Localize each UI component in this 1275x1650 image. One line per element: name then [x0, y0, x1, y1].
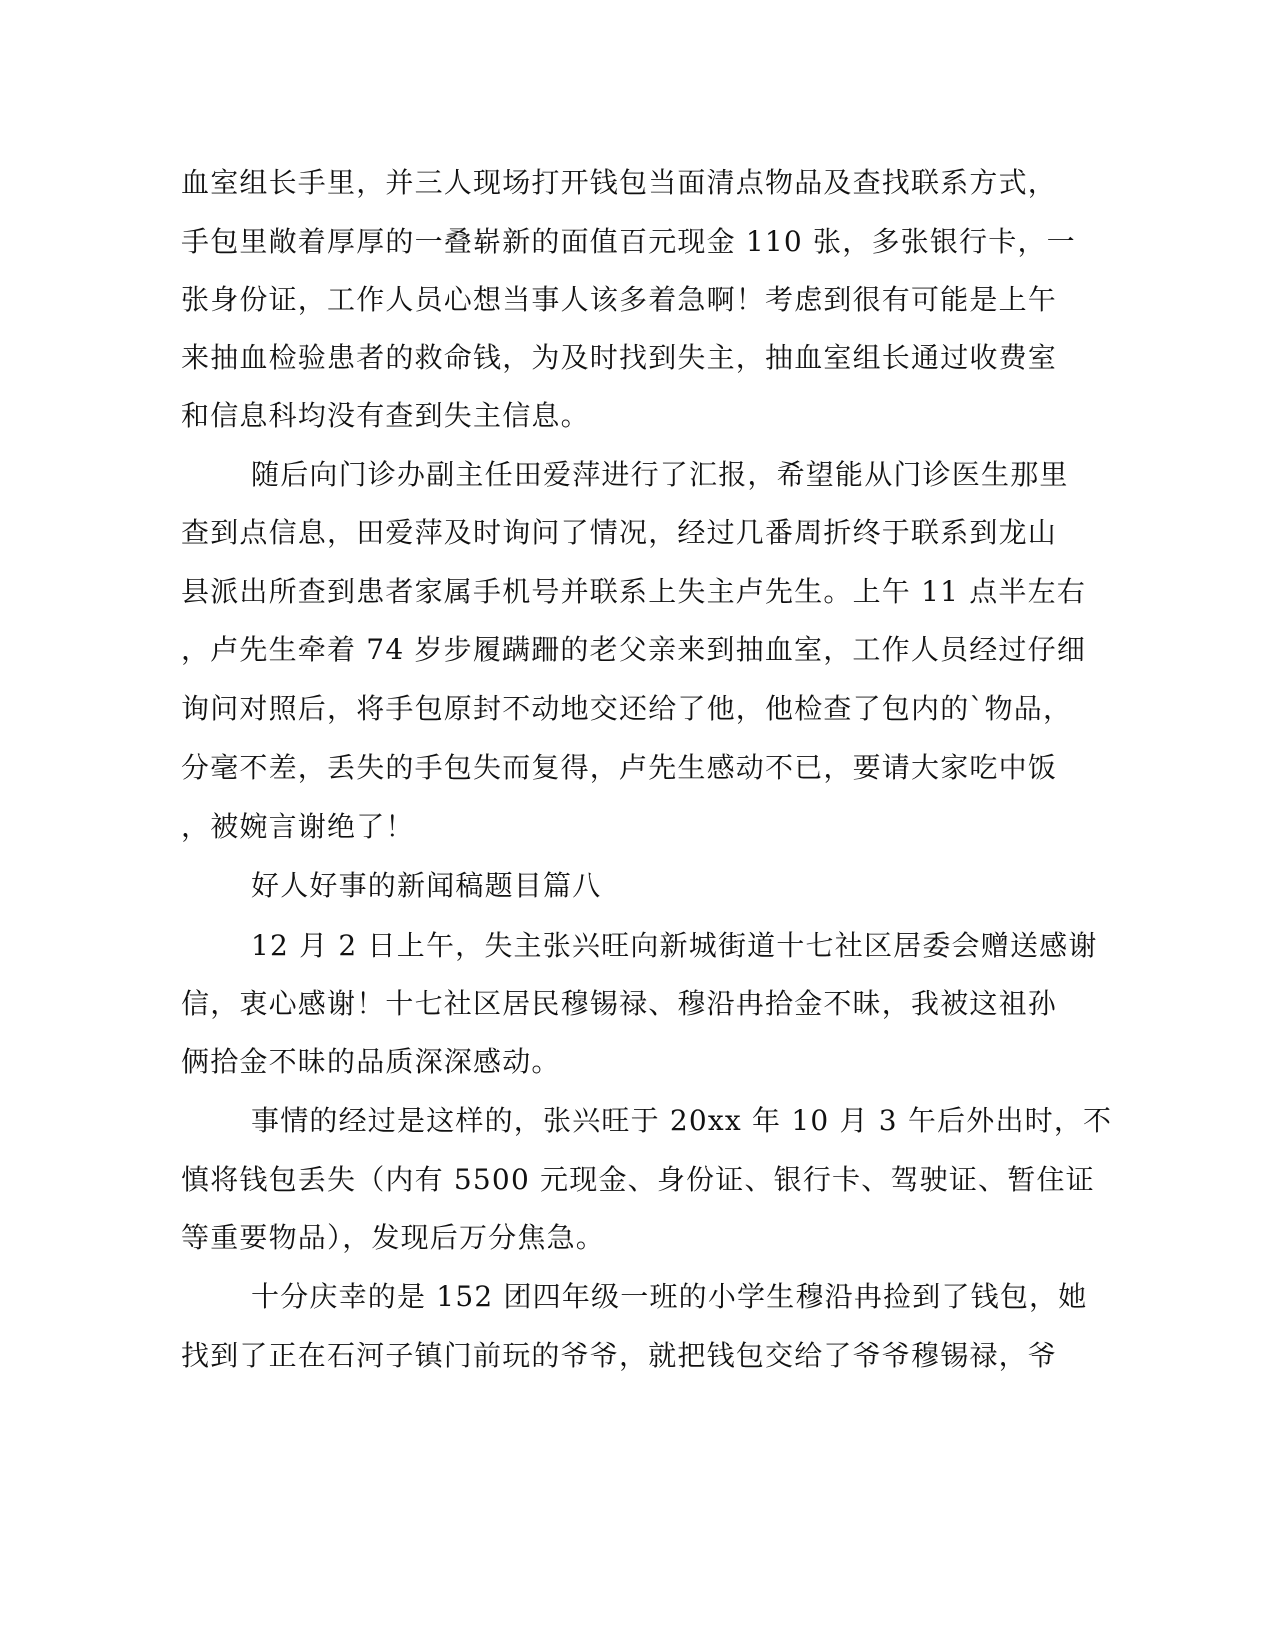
text-line: 找到了正在石河子镇门前玩的爷爷，就把钱包交给了爷爷穆锡禄，爷	[181, 1339, 1058, 1372]
text-line: 血室组长手里，并三人现场打开钱包当面清点物品及查找联系方式，	[181, 166, 1058, 199]
text-line: 分毫不差，丢失的手包失而复得，卢先生感动不已，要请大家吃中饭	[181, 751, 1058, 784]
text-line: 询问对照后，将手包原封不动地交还给了他，他检查了包内的`物品，	[181, 692, 1073, 725]
text-line: 查到点信息，田爱萍及时询问了情况，经过几番周折终于联系到龙山	[181, 516, 1058, 549]
paragraph-first-line: 事情的经过是这样的，张兴旺于 20xx 年 10 月 3 午后外出时，不	[251, 1104, 1113, 1137]
text-line: ，被婉言谢绝了！	[181, 810, 415, 843]
text-line: 慎将钱包丢失（内有 5500 元现金、身份证、银行卡、驾驶证、暂住证	[181, 1163, 1095, 1196]
text-line: 县派出所查到患者家属手机号并联系上失主卢先生。上午 11 点半左右	[181, 575, 1087, 608]
text-line: 等重要物品），发现后万分焦急。	[181, 1221, 606, 1254]
text-line: ，卢先生牵着 74 岁步履蹒跚的老父亲来到抽血室，工作人员经过仔细	[181, 633, 1087, 666]
text-line: 和信息科均没有查到失主信息。	[181, 399, 590, 432]
paragraph-first-line: 随后向门诊办副主任田爱萍进行了汇报，希望能从门诊医生那里	[251, 458, 1069, 491]
text-line: 来抽血检验患者的救命钱，为及时找到失主，抽血室组长通过收费室	[181, 341, 1058, 374]
paragraph-first-line: 12 月 2 日上午，失主张兴旺向新城街道十七社区居委会赠送感谢	[251, 929, 1098, 962]
paragraph-first-line: 十分庆幸的是 152 团四年级一班的小学生穆沿冉捡到了钱包，她	[251, 1280, 1088, 1313]
text-line: 俩拾金不昧的品质深深感动。	[181, 1045, 561, 1078]
section-heading: 好人好事的新闻稿题目篇八	[251, 869, 602, 902]
text-line: 信，衷心感谢！十七社区居民穆锡禄、穆沿冉拾金不昧，我被这祖孙	[181, 987, 1058, 1020]
text-line: 手包里敞着厚厚的一叠崭新的面值百元现金 110 张，多张银行卡，一	[181, 225, 1076, 258]
text-line: 张身份证，工作人员心想当事人该多着急啊！考虑到很有可能是上午	[181, 283, 1058, 316]
